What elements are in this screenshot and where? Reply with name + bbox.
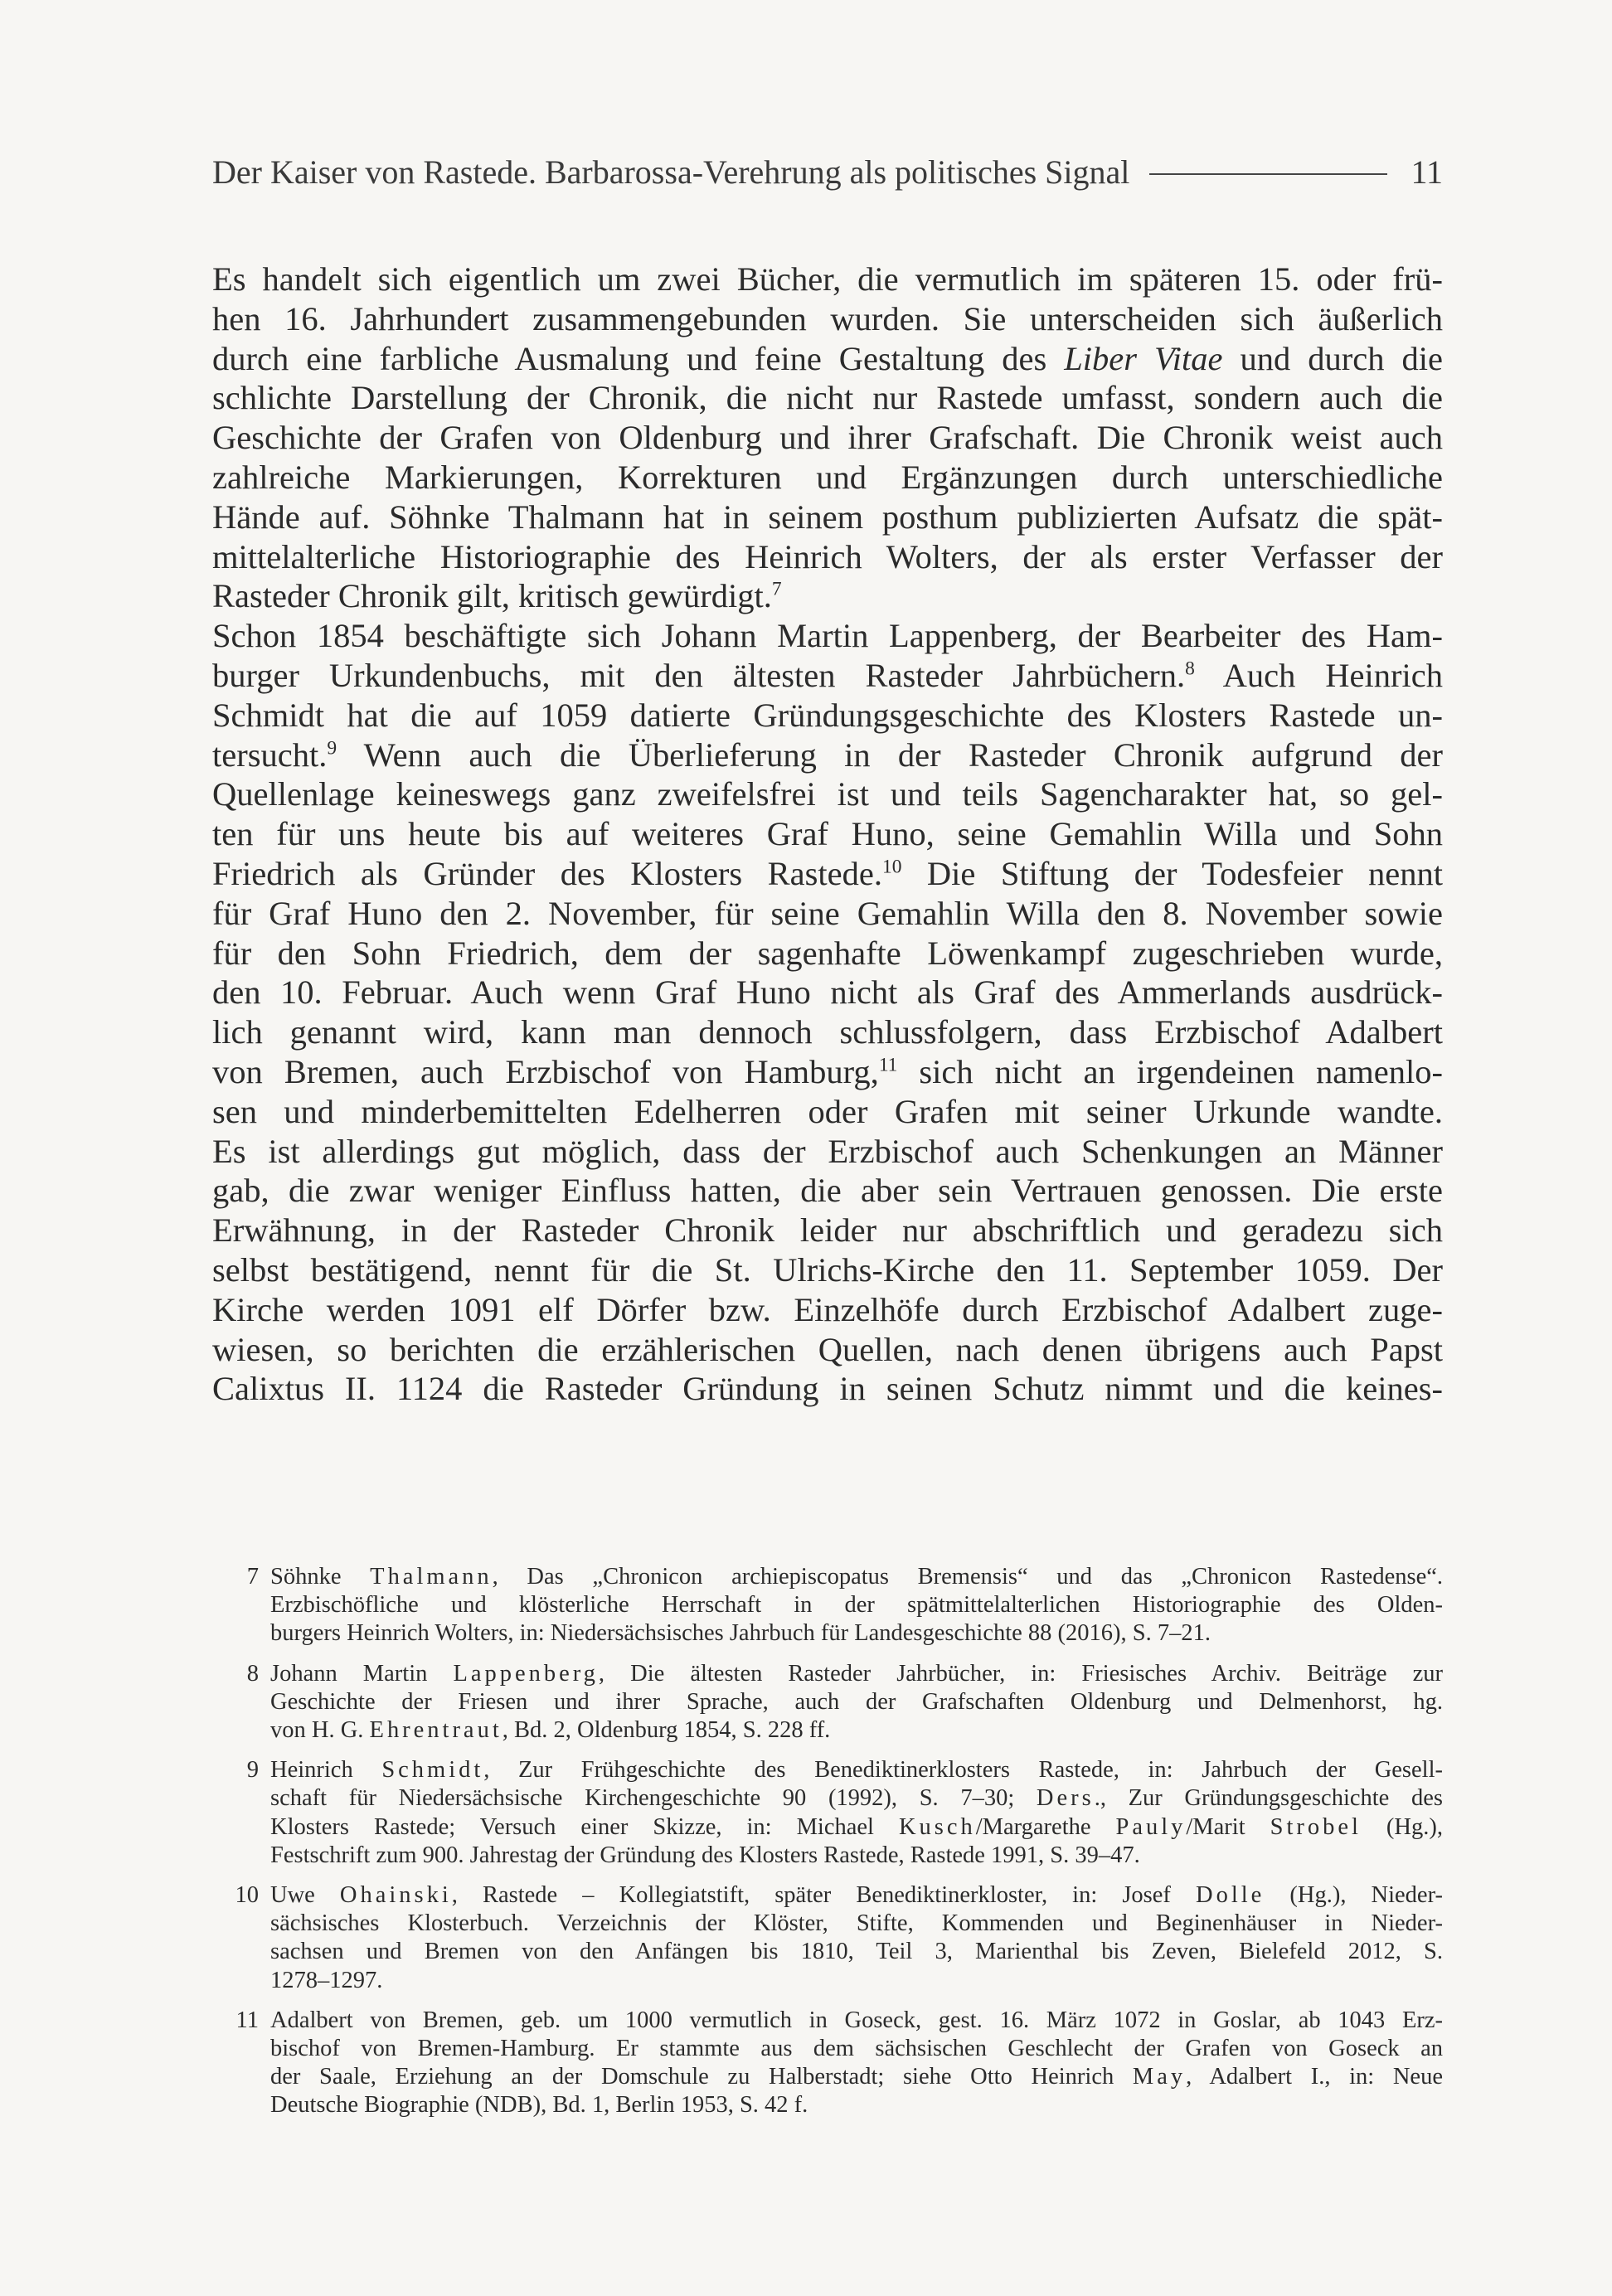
text-line: Schon 1854 beschäftigte sich Johann Martin Lappenberg, der Bearbeiter des Ham- — [212, 617, 1443, 655]
text-line: Friedrich als Gründer des Klosters Rastede.$^{10}$ Die Stiftung der Todesfeier nennt — [212, 854, 1443, 892]
footnote-ref-7[interactable]: 7 — [771, 578, 782, 600]
text-line: von Bremen, auch Erzbischof von Hamburg,$^{11}$ sich nicht an irgendeinen namenlo- — [212, 1052, 1443, 1090]
text-line: mittelalterliche Historiographie des Heinrich Wolters, der als erster Verfasser der — [212, 537, 1443, 575]
text-line: den 10. Februar. Auch wenn Graf Huno nicht als Graf des Ammerlands ausdrück- — [212, 973, 1443, 1012]
footnote-line: schaft für Niedersächsische Kirchengeschichte 90 (1992), S. 7–30; Ders., Zur Gründungsgeschichte des — [270, 1785, 1443, 1812]
text-line: Geschichte der Grafen von Oldenburg und ihrer Grafschaft. Die Chronik weist auch — [212, 419, 1443, 457]
text-line: selbst bestätigend, nennt für die St. Ulrichs-Kirche den 11. September 1059. Der — [212, 1250, 1443, 1289]
text-line: Calixtus II. 1124 die Rasteder Gründung in seinen Schutz nimmt und die keines- — [212, 1370, 1443, 1408]
footnote-number: 11 — [235, 2007, 259, 2033]
footnote-number: 10 — [235, 1882, 259, 1909]
header-rule — [1149, 173, 1387, 175]
paragraph-1 — [212, 260, 1443, 616]
text-line: Kirche werden 1091 elf Dörfer bzw. Einzelhöfe durch Erzbischof Adalbert zuge- — [212, 1290, 1443, 1328]
footnote-ref-9[interactable]: 9 — [327, 737, 337, 759]
footnote-ref-8[interactable]: 8 — [1185, 658, 1195, 680]
text-line: Rasteder Chronik gilt, kritisch gewürdigt.$^7$ — [212, 577, 782, 615]
text-line: hen 16. Jahrhundert zusammengebunden wurden. Sie unterscheiden sich äußerlich — [212, 299, 1443, 337]
footnote-line: Geschichte der Friesen und ihrer Sprache, auch der Grafschaften Oldenburg und Delmenhorst, hg. — [270, 1688, 1443, 1715]
text-line: Erwähnung, in der Rasteder Chronik leider nur abschriftlich und geradezu sich — [212, 1211, 1443, 1250]
footnote-line: Adalbert von Bremen, geb. um 1000 vermutlich in Goseck, gest. 16. März 1072 in Goslar, ab 1043 Erz- — [270, 2007, 1443, 2033]
footnotes — [232, 1563, 1443, 2132]
main-text — [212, 260, 1443, 1409]
footnote-line: der Saale, Erziehung an der Domschule zu Halberstadt; siehe Otto Heinrich May, Adalbert I., in: Neue — [270, 2064, 1443, 2090]
footnote-7 — [232, 1563, 1443, 1648]
footnote-line: burgers Heinrich Wolters, in: Niedersächsisches Jahrbuch für Landesgeschichte 88 (2016), S. 7–21. — [270, 1620, 1211, 1647]
footnote-11 — [232, 2007, 1443, 2120]
text-line: lich genannt wird, kann man dennoch schlussfolgern, dass Erzbischof Adalbert — [212, 1013, 1443, 1051]
text-line: Es handelt sich eigentlich um zwei Bücher, die vermutlich im späteren 15. oder frü- — [212, 260, 1443, 298]
footnote-number: 8 — [246, 1660, 259, 1687]
text-line: zahlreiche Markierungen, Korrekturen und Ergänzungen durch unterschiedliche — [212, 458, 1443, 496]
footnote-ref-10[interactable]: 10 — [881, 856, 902, 878]
footnote-10 — [232, 1881, 1443, 1995]
text-line: für Graf Huno den 2. November, für seine Gemahlin Willa den 8. November sowie — [212, 894, 1443, 932]
text-line: sen und minderbemittelten Edelherren oder Grafen mit seiner Urkunde wandte. — [212, 1092, 1443, 1130]
text-line: Hände auf. Söhnke Thalmann hat in seinem posthum publizierten Aufsatz die spät- — [212, 498, 1443, 536]
footnote-line: Erzbischöfliche und klösterliche Herrschaft in der spätmittelalterlichen Historiographie des Olden- — [270, 1592, 1443, 1619]
text-line: Quellenlage keineswegs ganz zweifelsfrei ist und teils Sagencharakter hat, so gel- — [212, 775, 1443, 813]
text-line: Es ist allerdings gut möglich, dass der Erzbischof auch Schenkungen an Männer — [212, 1132, 1443, 1170]
text-line: gab, die zwar weniger Einfluss hatten, die aber sein Vertrauen genossen. Die erste — [212, 1172, 1443, 1210]
footnote-ref-11[interactable]: 11 — [878, 1054, 898, 1076]
text-line: Schmidt hat die auf 1059 datierte Gründungsgeschichte des Klosters Rastede un- — [212, 696, 1443, 734]
paragraph-2 — [212, 616, 1443, 1409]
running-header-title: Der Kaiser von Rastede. Barbarossa-Verehrung als politisches Signal — [212, 153, 1130, 191]
text-line: tersucht.$^9$ Wenn auch die Überlieferung in der Rasteder Chronik aufgrund der — [212, 735, 1443, 774]
footnote-line: bischof von Bremen-Hamburg. Er stammte aus dem sächsischen Geschlecht der Grafen von Goseck an — [270, 2036, 1443, 2062]
footnote-number: 7 — [246, 1564, 259, 1590]
italic-title: Liber Vitae — [1064, 339, 1223, 377]
footnote-line: 1278–1297. — [270, 1967, 383, 1993]
footnote-line: Uwe Ohainski, Rastede – Kollegiatstift, später Benediktinerkloster, in: Josef Dolle (Hg.), Nieder- — [270, 1882, 1443, 1909]
footnote-8 — [232, 1660, 1443, 1745]
footnote-number: 9 — [246, 1757, 259, 1784]
footnote-line: sachsen und Bremen von den Anfängen bis 1810, Teil 3, Marienthal bis Zeven, Bielefeld 2012, S. — [270, 1939, 1443, 1965]
footnote-9 — [232, 1756, 1443, 1870]
text-line: burger Urkundenbuchs, mit den ältesten Rasteder Jahrbüchern.$^8$ Auch Heinrich — [212, 656, 1443, 694]
text-line: durch eine farbliche Ausmalung und feine Gestaltung des Liber Vitae und durch die — [212, 339, 1443, 377]
footnote-line: Deutsche Biographie (NDB), Bd. 1, Berlin 1953, S. 42 f. — [270, 2092, 808, 2119]
running-header — [212, 153, 1443, 192]
footnote-line: Johann Martin Lappenberg, Die ältesten Rasteder Jahrbücher, in: Friesisches Archiv. Beiträge zur — [270, 1660, 1443, 1687]
text-line: für den Sohn Friedrich, dem der sagenhafte Löwenkampf zugeschrieben wurde, — [212, 934, 1443, 972]
text-line: schlichte Darstellung der Chronik, die nicht nur Rastede umfasst, sondern auch die — [212, 379, 1443, 417]
footnote-line: Heinrich Schmidt, Zur Frühgeschichte des Benediktinerklosters Rastede, in: Jahrbuch der Gesell- — [270, 1757, 1443, 1784]
text-line: wiesen, so berichten die erzählerischen Quellen, nach denen übrigens auch Papst — [212, 1330, 1443, 1368]
footnote-line: Söhnke Thalmann, Das „Chronicon archiepiscopatus Bremensis“ und das „Chronicon Rastedense“. — [270, 1564, 1444, 1590]
text-line: ten für uns heute bis auf weiteres Graf Huno, seine Gemahlin Willa und Sohn — [212, 815, 1443, 853]
footnote-line: Klosters Rastede; Versuch einer Skizze, in: Michael Kusch/Margarethe Pauly/Marit Strobel (Hg.), — [270, 1813, 1443, 1840]
footnote-line: Festschrift zum 900. Jahrestag der Gründung des Klosters Rastede, Rastede 1991, S. 39–47. — [270, 1842, 1140, 1868]
footnote-line: sächsisches Klosterbuch. Verzeichnis der Klöster, Stifte, Kommenden und Beginenhäuser in Nieder- — [270, 1910, 1443, 1937]
page-number: 11 — [1410, 153, 1443, 191]
footnote-line: von H. G. Ehrentraut, Bd. 2, Oldenburg 1854, S. 228 ff. — [270, 1717, 831, 1744]
